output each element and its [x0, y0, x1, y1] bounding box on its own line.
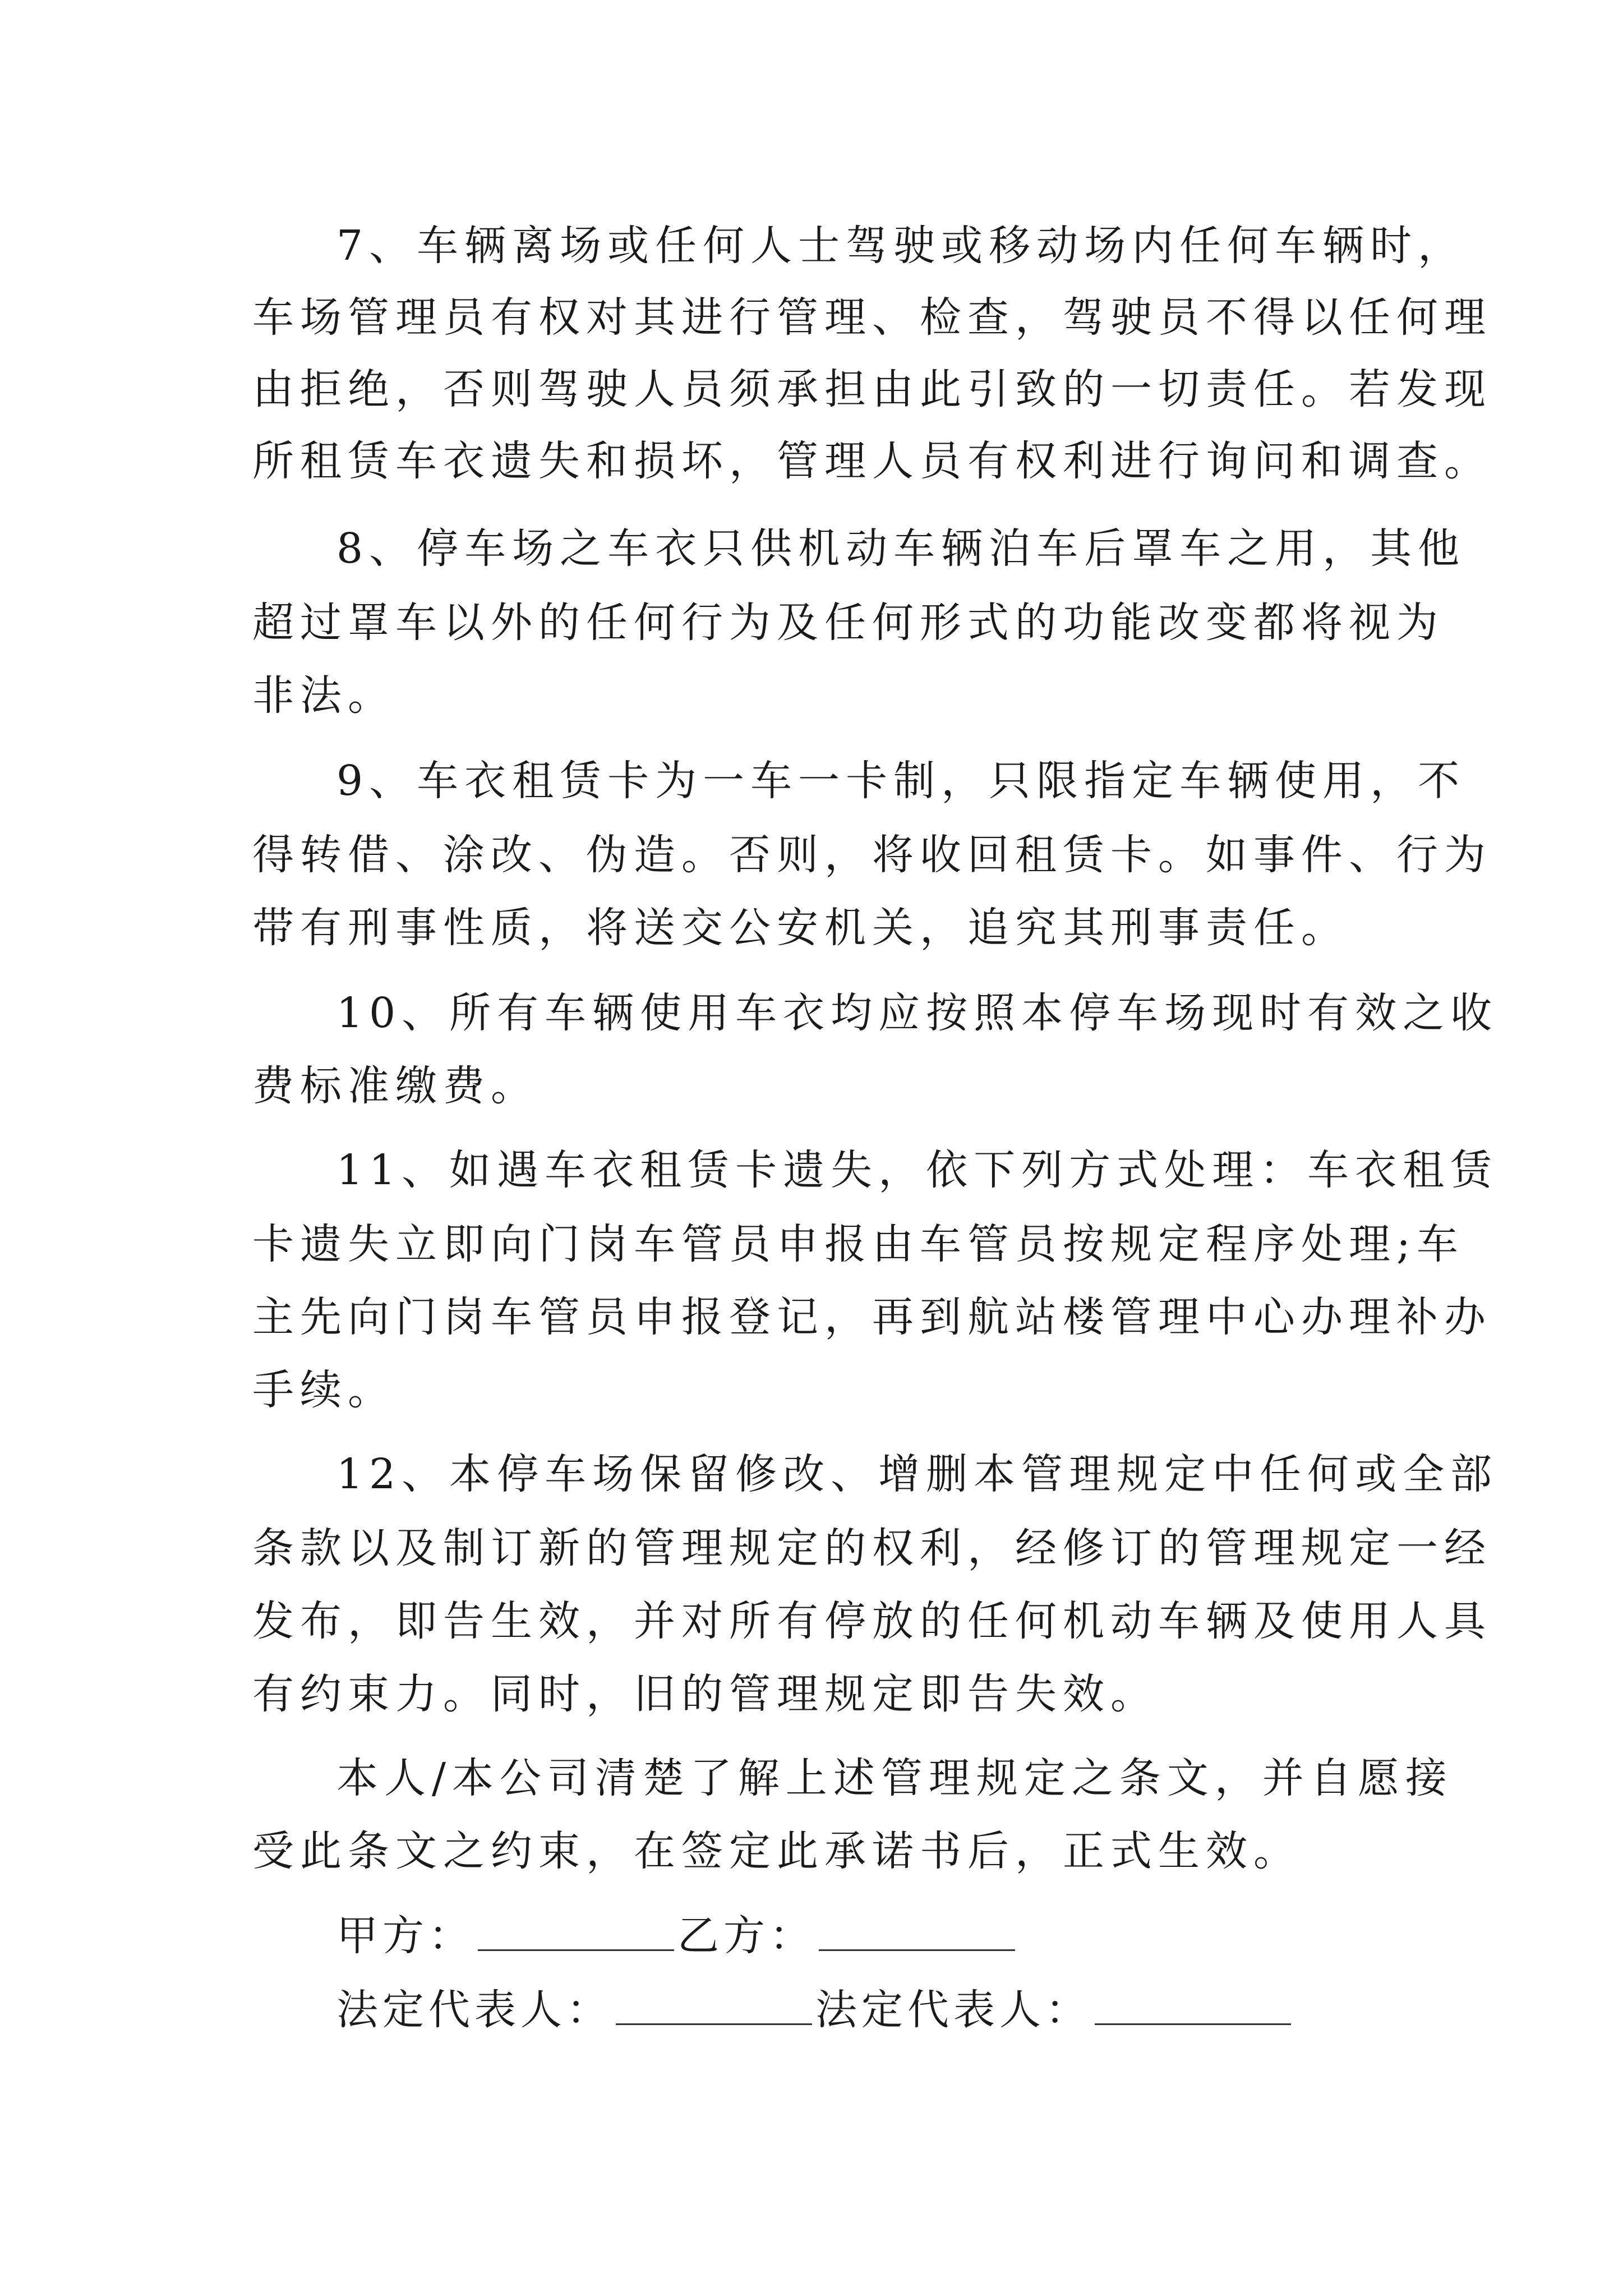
clause-11-line-1: 11、如遇车衣租赁卡遗失，依下列方式处理：车衣租赁: [336, 1146, 1498, 1194]
clause-7-line-2: 车场管理员有权对其进行管理、检查，驾驶员不得以任何理: [252, 293, 1492, 342]
clause-10-line-1: 10、所有车辆使用车衣均应按照本停车场现时有效之收: [336, 989, 1498, 1037]
party-signature-row: [336, 1904, 1018, 1961]
clause-10-line-2: 费标准缴费。: [252, 1062, 538, 1110]
clause-12-line-4: 有约束力。同时，旧的管理规定即告失效。: [252, 1670, 1158, 1718]
clause-9-line-1: 9、车衣租赁卡为一车一卡制，只限指定车辆使用，不: [336, 757, 1466, 805]
legal-rep-signature-row: [336, 1978, 1294, 2035]
clause-11-line-2: 卡遗失立即向门岗车管员申报由车管员按规定程序处理;车: [252, 1220, 1464, 1268]
clause-12-line-3: 发布，即告生效，并对所有停放的任何机动车辆及使用人具: [252, 1597, 1492, 1645]
legal-rep-b-blank[interactable]: [1095, 1989, 1291, 2025]
clause-8-line-1: 8、停车场之车衣只供机动车辆泊车后罩车之用，其他: [336, 524, 1466, 573]
statement-line-1: 本人/本公司清楚了解上述管理规定之条文，并自愿接: [336, 1754, 1453, 1802]
legal-rep-a-blank[interactable]: [616, 1989, 812, 2025]
clause-11-line-3: 主先向门岗车管员申报登记，再到航站楼管理中心办理补办: [252, 1293, 1492, 1341]
clause-7-line-1: 7、车辆离场或任何人士驾驶或移动场内任何车辆时，: [336, 222, 1466, 270]
clause-7-line-3: 由拒绝，否则驾驶人员须承担由此引致的一切责任。若发现: [252, 365, 1492, 413]
clause-12-line-1: 12、本停车场保留修改、增删本管理规定中任何或全部: [336, 1450, 1498, 1498]
party-b-label: 乙方：: [677, 1912, 815, 1960]
statement-line-2: 受此条文之约束，在签定此承诺书后，正式生效。: [252, 1827, 1301, 1875]
party-b-blank[interactable]: [819, 1915, 1015, 1951]
party-a-blank[interactable]: [478, 1915, 674, 1951]
clause-12-line-2: 条款以及制订新的管理规定的权利，经修订的管理规定一经: [252, 1524, 1492, 1572]
party-a-label: 甲方：: [336, 1912, 474, 1960]
clause-8-line-2: 超过罩车以外的任何行为及任何形式的功能改变都将视为: [252, 599, 1444, 647]
clause-9-line-2: 得转借、涂改、伪造。否则，将收回租赁卡。如事件、行为: [252, 831, 1492, 879]
clause-7-line-4: 所租赁车衣遗失和损坏，管理人员有权利进行询问和调查。: [252, 437, 1492, 485]
legal-rep-a-label: 法定代表人：: [336, 1986, 612, 2034]
clause-9-line-3: 带有刑事性质，将送交公安机关，追究其刑事责任。: [252, 904, 1349, 952]
legal-rep-b-label: 法定代表人：: [815, 1986, 1091, 2034]
clause-11-line-4: 手续。: [252, 1366, 395, 1414]
clause-8-line-3: 非法。: [252, 671, 395, 720]
